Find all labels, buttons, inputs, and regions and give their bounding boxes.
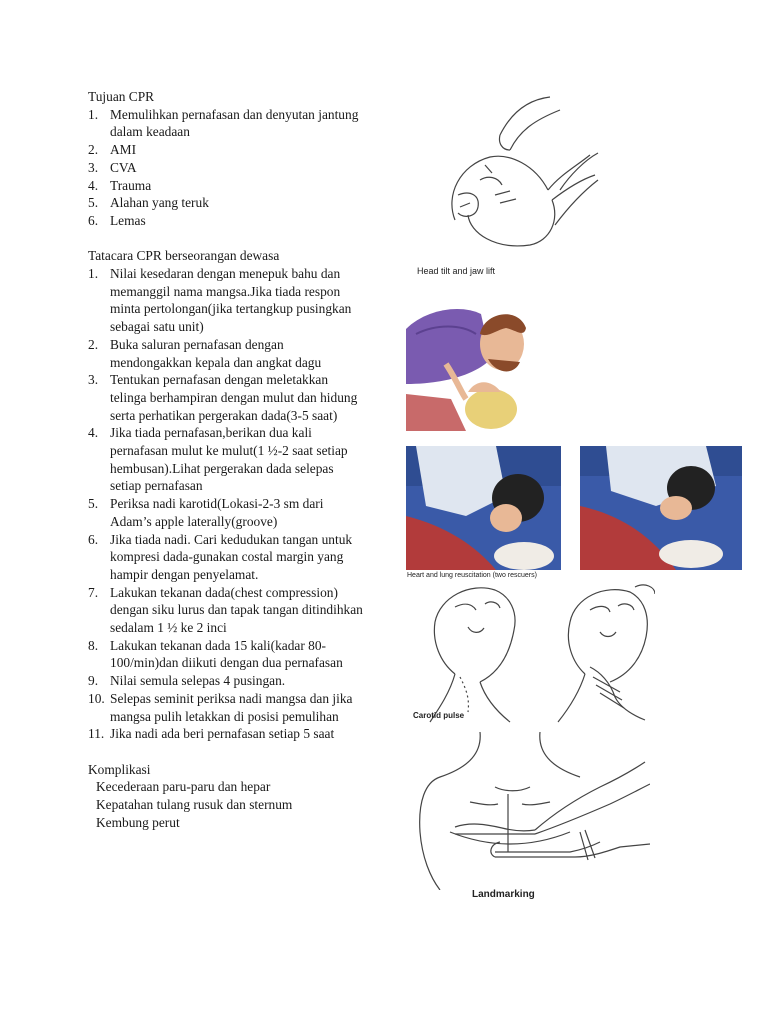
komplikasi-heading: Komplikasi xyxy=(88,761,151,777)
list-item-text: CVA xyxy=(110,159,137,175)
list-item-text: Nilai semula selepas 4 pusingan. xyxy=(110,673,286,689)
fig5-caption: Landmarking xyxy=(472,889,535,900)
tatacara-list xyxy=(88,265,363,743)
list-item xyxy=(88,584,363,637)
list-item-number: 6. xyxy=(88,531,99,547)
list-item-number: 8. xyxy=(88,637,99,653)
list-item xyxy=(88,265,363,336)
list-item xyxy=(88,672,363,690)
list-item-text: Periksa nadi karotid(Lokasi-2-3 sm dari Adam’s apple laterally(groove) xyxy=(110,496,324,529)
list-item-text: Lemas xyxy=(110,212,146,228)
list-item-number: 5. xyxy=(88,195,99,211)
list-item xyxy=(88,106,363,141)
list-item-number: 5. xyxy=(88,496,99,512)
list-item-number: 2. xyxy=(88,142,99,158)
fig4-caption: Carotid pulse xyxy=(413,711,465,720)
list-item-text: Buka saluran pernafasan dengan mendongakkan kepala dan angkat dagu xyxy=(110,336,322,370)
komplikasi-item: Kembung perut xyxy=(96,814,180,830)
list-item-number: 2. xyxy=(88,336,99,352)
list-item-text: Jika tiada pernafasan,berikan dua kali pernafasan mulut ke mulut(1 ½-2 saat setiap hembusan).Lihat pergerakan dada selepas setiap pernafasan xyxy=(110,425,348,494)
list-item-text: Tentukan pernafasan dengan meletakkan telinga berhampiran dengan mulut dan hidung serta perhatikan pergerakan dada(3-5 saat) xyxy=(110,372,358,423)
list-item-text: Lakukan tekanan dada(chest compression) dengan siku lurus dan tapak tangan ditindihkan sedalam 1 ½ ke 2 inci xyxy=(110,584,363,636)
list-item-number: 6. xyxy=(88,212,99,228)
list-item xyxy=(88,177,363,195)
list-item-text: Trauma xyxy=(110,177,152,193)
fig1-caption: Head tilt and jaw lift xyxy=(417,266,496,276)
two-rescuer-photos xyxy=(406,446,742,570)
list-item-text: Jika tiada nadi. Cari kedudukan tangan untuk kompresi dada-gunakan costal margin yang hampir dengan penyelamat. xyxy=(110,531,353,582)
list-item-number: 11. xyxy=(88,726,105,742)
tujuan-list xyxy=(88,106,363,230)
fig3-caption: Heart and lung reuscitation (two rescuers) xyxy=(407,572,537,579)
list-item xyxy=(88,159,363,177)
komplikasi-list xyxy=(88,778,363,831)
list-item xyxy=(88,194,363,212)
komplikasi-item: Kecederaan paru-paru dan hepar xyxy=(96,779,271,795)
list-item-number: 10. xyxy=(88,690,105,706)
list-item-text: AMI xyxy=(110,142,137,158)
list-item-number: 3. xyxy=(88,372,99,388)
list-item-number: 4. xyxy=(88,177,99,193)
list-item-number: 1. xyxy=(88,106,99,122)
list-item-text: Nilai kesedaran dengan menepuk bahu dan memanggil nama mangsa.Jika tiada respon minta pertolongan(jika tertangkup pusingkan sebagai satu unit) xyxy=(110,266,352,335)
list-item-number: 7. xyxy=(88,584,99,600)
list-item xyxy=(88,690,363,725)
mouth-to-mouth-photo xyxy=(406,304,531,431)
list-item-text: Memulihkan pernafasan dan denyutan jantung dalam keadaan xyxy=(110,106,359,140)
list-item xyxy=(88,531,363,584)
carotid-pulse-illustration xyxy=(410,582,655,724)
list-item xyxy=(88,637,363,672)
list-item-number: 4. xyxy=(88,425,99,441)
list-item xyxy=(88,495,363,530)
list-item xyxy=(88,371,363,424)
head-tilt-illustration xyxy=(440,95,600,260)
list-item xyxy=(88,424,363,495)
list-item-text: Jika nadi ada beri pernafasan setiap 5 saat xyxy=(110,726,335,742)
tatacara-heading: Tatacara CPR berseorangan dewasa xyxy=(88,248,280,264)
list-item-text: Lakukan tekanan dada 15 kali(kadar 80-100/min)dan diikuti dengan dua pernafasan xyxy=(110,637,343,671)
landmarking-illustration xyxy=(410,732,650,890)
list-item xyxy=(88,212,363,230)
list-item-number: 1. xyxy=(88,266,99,282)
list-item-number: 9. xyxy=(88,673,99,689)
document-text xyxy=(88,88,363,832)
list-item-number: 3. xyxy=(88,159,99,175)
list-item xyxy=(88,141,363,159)
list-item xyxy=(88,336,363,371)
list-item-text: Alahan yang teruk xyxy=(110,195,209,211)
list-item xyxy=(88,725,363,743)
komplikasi-item: Kepatahan tulang rusuk dan sternum xyxy=(96,797,293,813)
list-item-text: Selepas seminit periksa nadi mangsa dan jika mangsa pulih letakkan di posisi pemulihan xyxy=(110,690,353,724)
tujuan-heading: Tujuan CPR xyxy=(88,89,155,104)
